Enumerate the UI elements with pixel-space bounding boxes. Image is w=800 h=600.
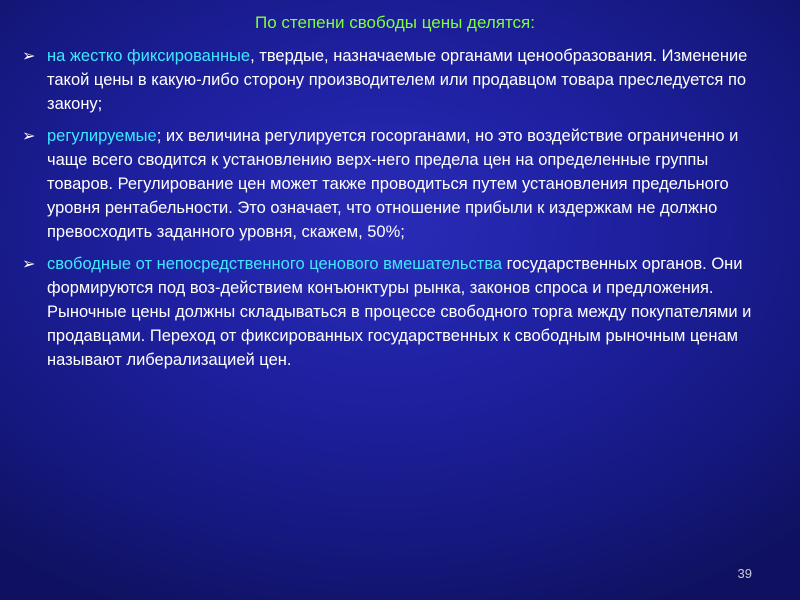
page-number: 39 [737, 566, 752, 581]
arrow-bullet-icon: ➢ [22, 254, 36, 273]
bullet-item-regulated [22, 124, 762, 244]
term-regulated: регулируемые [47, 127, 157, 145]
arrow-bullet-icon: ➢ [22, 126, 36, 145]
bullet-text: государственных органов. Они формируются под воз-действием конъюнктуры рынка, законов спроса и предложения. Рыночные цены должны складываться в процессе свободного торга между покупателями и продавцами. Переход от фиксированных государственных к свободным рыночным ценам называют либерализацией цен. [47, 255, 752, 369]
term-free: свободные от непосредственного ценового вмешательства [47, 255, 503, 273]
bullet-text: , твердые, назначаемые органами ценообразования. Изменение такой цены в какую-либо сторону производителем или продавцом товара преследуется по закону; [47, 47, 748, 113]
bullet-item-fixed [22, 44, 762, 116]
bullet-item-free [22, 252, 762, 372]
arrow-bullet-icon: ➢ [22, 46, 36, 65]
bullet-list [22, 44, 762, 380]
slide-title: По степени свободы цены делятся: [255, 13, 535, 32]
term-fixed: на жестко фиксированные [47, 47, 251, 65]
bullet-text: ; их величина регулируется госорганами, но это воздействие ограниченно и чаще всего сводится к установлению верх-него предела цен на определенные группы товаров. Регулирование цен может также проводиться путем установления предельного уровня рентабельности. Это означает, что отношение прибыли к издержкам не должно превосходить заданного уровня, скажем, 50%; [47, 127, 739, 241]
